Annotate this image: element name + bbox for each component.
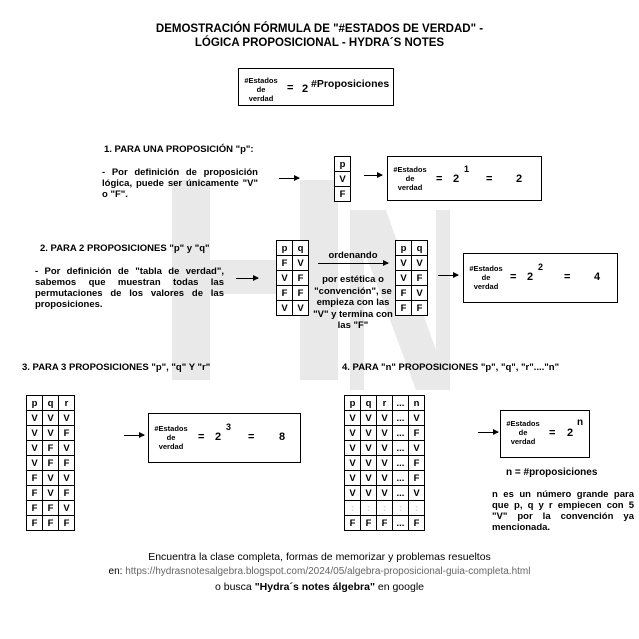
- table-cell: V: [377, 471, 393, 486]
- table-cell: V: [27, 411, 43, 426]
- truth-table-2-ordered: [395, 240, 428, 316]
- truth-table-1: [334, 156, 351, 202]
- table-cell: V: [361, 411, 377, 426]
- table-row: [396, 256, 428, 271]
- table-row: [345, 426, 425, 441]
- table-cell: V: [396, 256, 412, 271]
- result-label-line-1: #Estados: [506, 419, 540, 428]
- table-cell: F: [335, 187, 351, 202]
- table-cell: F: [277, 256, 293, 271]
- table-row: [27, 501, 75, 516]
- result-equals-2: =: [564, 271, 571, 283]
- result-label-line-2: de: [518, 428, 528, 437]
- truth-table-3: [26, 395, 75, 531]
- arrow-icon: [124, 435, 144, 436]
- section1-result-box: [387, 156, 542, 201]
- table-cell: V: [377, 441, 393, 456]
- table-cell: V: [43, 486, 59, 501]
- result-label-line-2: de: [166, 433, 176, 442]
- table-cell: F: [43, 501, 59, 516]
- arrow-icon: [236, 278, 258, 279]
- result-equals: =: [510, 271, 517, 283]
- footer-prefix: en:: [108, 566, 123, 577]
- table-row: [345, 501, 425, 516]
- table-header-row: [396, 241, 428, 256]
- table-row: [345, 441, 425, 456]
- table-cell: V: [361, 486, 377, 501]
- result-label-line-1: #Estados: [469, 264, 503, 273]
- table-row: [27, 426, 75, 441]
- table-row: [277, 271, 309, 286]
- table-cell: :: [361, 501, 377, 516]
- ordenando-label: ordenando: [328, 250, 378, 261]
- result-value: 4: [594, 271, 601, 283]
- n-definition: n = #proposiciones: [506, 467, 598, 478]
- footer-line-3-suffix: en google: [374, 581, 424, 593]
- result-label-line-3: verdad: [397, 183, 423, 192]
- table-cell: F: [412, 301, 428, 316]
- section2-text: - Por definición de "tabla de verdad", sabemos que muestran todas las permutaciones de los valores de las proposiciones.: [35, 266, 224, 310]
- table-cell: ...: [393, 411, 409, 426]
- table-cell: F: [27, 516, 43, 531]
- table-cell: V: [377, 426, 393, 441]
- table-cell: V: [59, 471, 75, 486]
- section2-note: por estética o "convención", se empieza con las "V" y termina con las "F": [313, 274, 393, 331]
- table-cell: V: [293, 256, 309, 271]
- result-label-line-3: verdad: [158, 442, 184, 451]
- table-cell: V: [361, 471, 377, 486]
- footer-line-1: Encuentra la clase completa, formas de memorizar y problemas resueltos: [148, 551, 491, 563]
- table-header-cell: p: [345, 396, 361, 411]
- table-cell: F: [396, 301, 412, 316]
- table-row: [277, 256, 309, 271]
- table-row: [27, 441, 75, 456]
- result-equals-2: =: [486, 173, 493, 185]
- table-header-row: [335, 157, 351, 172]
- table-cell: F: [293, 271, 309, 286]
- formula-label-line-2: de: [256, 85, 266, 94]
- page-title: [0, 22, 639, 50]
- table-cell: F: [396, 286, 412, 301]
- result-label: [390, 165, 430, 192]
- result-label-line-2: de: [405, 174, 415, 183]
- table-cell: F: [412, 271, 428, 286]
- table-cell: V: [345, 486, 361, 501]
- table-cell: F: [59, 516, 75, 531]
- footer-line-3-prefix: o busca: [215, 581, 255, 593]
- table-cell: V: [377, 411, 393, 426]
- table-row: [335, 172, 351, 187]
- section1-heading: 1. PARA UNA PROPOSICIÓN "p":: [104, 144, 254, 155]
- table-cell: V: [335, 172, 351, 187]
- table-cell: F: [59, 456, 75, 471]
- table-cell: :: [393, 501, 409, 516]
- table-cell: :: [409, 501, 425, 516]
- table-cell: V: [409, 411, 425, 426]
- table-row: [27, 456, 75, 471]
- table-header-cell: ...: [393, 396, 409, 411]
- table-cell: F: [27, 471, 43, 486]
- section4-note: n es un número grande para que p, q y r empiecen con 5 "V" por la convención ya mencionada.: [492, 489, 634, 533]
- table-cell: V: [345, 471, 361, 486]
- result-exponent: 3: [226, 422, 232, 432]
- table-cell: F: [43, 516, 59, 531]
- table-cell: V: [377, 456, 393, 471]
- table-cell: ...: [393, 516, 409, 531]
- table-cell: V: [345, 426, 361, 441]
- table-cell: F: [377, 516, 393, 531]
- table-cell: F: [27, 486, 43, 501]
- result-label-line-1: #Estados: [393, 165, 427, 174]
- section1-text: - Por definición de proposición lógica, puede ser únicamente "V" o "F".: [102, 167, 258, 200]
- result-base: 2: [215, 431, 222, 443]
- table-header-cell: q: [361, 396, 377, 411]
- table-cell: :: [345, 501, 361, 516]
- truth-table-2-unordered: [276, 240, 309, 316]
- table-cell: V: [43, 426, 59, 441]
- arrow-icon: [478, 432, 498, 433]
- title-line-1: DEMOSTRACIÓN FÓRMULA DE "#ESTADOS DE VERDAD" -: [155, 23, 484, 35]
- table-cell: V: [293, 301, 309, 316]
- table-header-cell: p: [27, 396, 43, 411]
- formula-label-line-3: verdad: [248, 94, 274, 103]
- result-exponent: 1: [464, 164, 470, 174]
- table-cell: ...: [393, 471, 409, 486]
- table-row: [345, 486, 425, 501]
- table-header-cell: r: [377, 396, 393, 411]
- result-label-line-2: de: [481, 273, 491, 282]
- title-line-2: LÓGICA PROPOSICIONAL - HYDRA´S NOTES: [194, 37, 445, 49]
- table-cell: F: [59, 426, 75, 441]
- table-row: [277, 301, 309, 316]
- table-row: [335, 187, 351, 202]
- formula-equals: =: [287, 82, 294, 94]
- formula-label: [241, 76, 281, 103]
- table-row: [27, 471, 75, 486]
- table-cell: V: [277, 271, 293, 286]
- table-header-row: [345, 396, 425, 411]
- table-cell: F: [409, 471, 425, 486]
- footer-line-2: [0, 566, 639, 577]
- section3-result-box: [148, 413, 301, 463]
- table-cell: V: [345, 441, 361, 456]
- table-cell: V: [27, 426, 43, 441]
- table-cell: ...: [393, 456, 409, 471]
- table-header-row: [27, 396, 75, 411]
- table-cell: V: [361, 456, 377, 471]
- result-exponent: n: [577, 417, 584, 428]
- blog-url-link[interactable]: https://hydrasnotesalgebra.blogspot.com/2024/05/algebra-proposicional-guia-completa.html: [125, 566, 531, 577]
- table-header-cell: q: [412, 241, 428, 256]
- result-equals-2: =: [248, 431, 255, 443]
- section4-result-box: [500, 410, 590, 458]
- table-cell: V: [277, 301, 293, 316]
- table-row: [396, 286, 428, 301]
- result-exponent: 2: [538, 262, 544, 272]
- table-cell: F: [293, 286, 309, 301]
- arrow-icon: [279, 178, 299, 179]
- main-formula-box: [238, 68, 394, 106]
- formula-exponent: #Proposiciones: [311, 78, 390, 90]
- table-cell: V: [361, 426, 377, 441]
- table-cell: F: [409, 456, 425, 471]
- formula-label-line-1: #Estados: [244, 76, 278, 85]
- footer-line-3: [0, 581, 639, 593]
- arrow-icon: [318, 263, 388, 264]
- table-cell: F: [361, 516, 377, 531]
- result-value: 8: [279, 431, 286, 443]
- table-cell: F: [43, 456, 59, 471]
- table-row: [277, 286, 309, 301]
- table-cell: F: [59, 486, 75, 501]
- table-cell: V: [396, 271, 412, 286]
- table-cell: ...: [393, 426, 409, 441]
- result-label: [151, 424, 191, 451]
- table-cell: V: [412, 286, 428, 301]
- table-cell: V: [345, 411, 361, 426]
- table-header-cell: n: [409, 396, 425, 411]
- result-label: [466, 264, 506, 291]
- result-label-line-3: verdad: [473, 282, 499, 291]
- table-row: [27, 486, 75, 501]
- table-cell: V: [27, 456, 43, 471]
- table-cell: V: [43, 471, 59, 486]
- table-cell: F: [43, 441, 59, 456]
- section2-heading: 2. PARA 2 PROPOSICIONES "p" y "q": [40, 243, 210, 254]
- table-cell: :: [377, 501, 393, 516]
- table-cell: F: [409, 426, 425, 441]
- table-row: [345, 471, 425, 486]
- table-row: [27, 516, 75, 531]
- table-header-cell: q: [43, 396, 59, 411]
- result-equals: =: [198, 431, 205, 443]
- table-header-cell: r: [59, 396, 75, 411]
- result-label-line-1: #Estados: [154, 424, 188, 433]
- table-cell: V: [409, 486, 425, 501]
- table-row: [396, 271, 428, 286]
- table-cell: V: [59, 501, 75, 516]
- table-row: [345, 456, 425, 471]
- truth-table-n: [344, 395, 425, 531]
- search-term: "Hydra´s notes álgebra": [254, 581, 375, 593]
- table-cell: V: [409, 441, 425, 456]
- table-header-row: [277, 241, 309, 256]
- result-value: 2: [516, 173, 523, 185]
- table-cell: V: [27, 441, 43, 456]
- section4-heading: 4. PARA "n" PROPOSICIONES "p", "q", "r"...."n": [342, 362, 560, 373]
- table-cell: V: [43, 411, 59, 426]
- arrow-icon: [438, 275, 458, 276]
- table-header-cell: p: [277, 241, 293, 256]
- result-base: 2: [527, 271, 534, 283]
- formula-base: 2: [302, 83, 309, 95]
- table-header-cell: p: [335, 157, 351, 172]
- table-row: [345, 516, 425, 531]
- result-label: [503, 419, 543, 446]
- table-cell: F: [409, 516, 425, 531]
- result-equals: =: [549, 427, 556, 439]
- table-cell: F: [27, 501, 43, 516]
- table-cell: V: [59, 411, 75, 426]
- table-row: [345, 411, 425, 426]
- arrow-icon: [364, 175, 382, 176]
- result-label-line-3: verdad: [510, 437, 536, 446]
- table-cell: V: [59, 441, 75, 456]
- table-cell: V: [345, 456, 361, 471]
- table-header-cell: p: [396, 241, 412, 256]
- result-equals: =: [436, 173, 443, 185]
- section3-heading: 3. PARA 3 PROPOSICIONES "p", "q" Y "r": [22, 362, 211, 373]
- table-row: [396, 301, 428, 316]
- table-cell: ...: [393, 486, 409, 501]
- table-cell: F: [345, 516, 361, 531]
- result-base: 2: [567, 427, 574, 439]
- table-cell: V: [377, 486, 393, 501]
- table-cell: F: [277, 286, 293, 301]
- result-base: 2: [453, 173, 460, 185]
- section2-result-box: [463, 253, 618, 303]
- table-header-cell: q: [293, 241, 309, 256]
- table-cell: V: [412, 256, 428, 271]
- table-row: [27, 411, 75, 426]
- table-cell: ...: [393, 441, 409, 456]
- table-cell: V: [361, 441, 377, 456]
